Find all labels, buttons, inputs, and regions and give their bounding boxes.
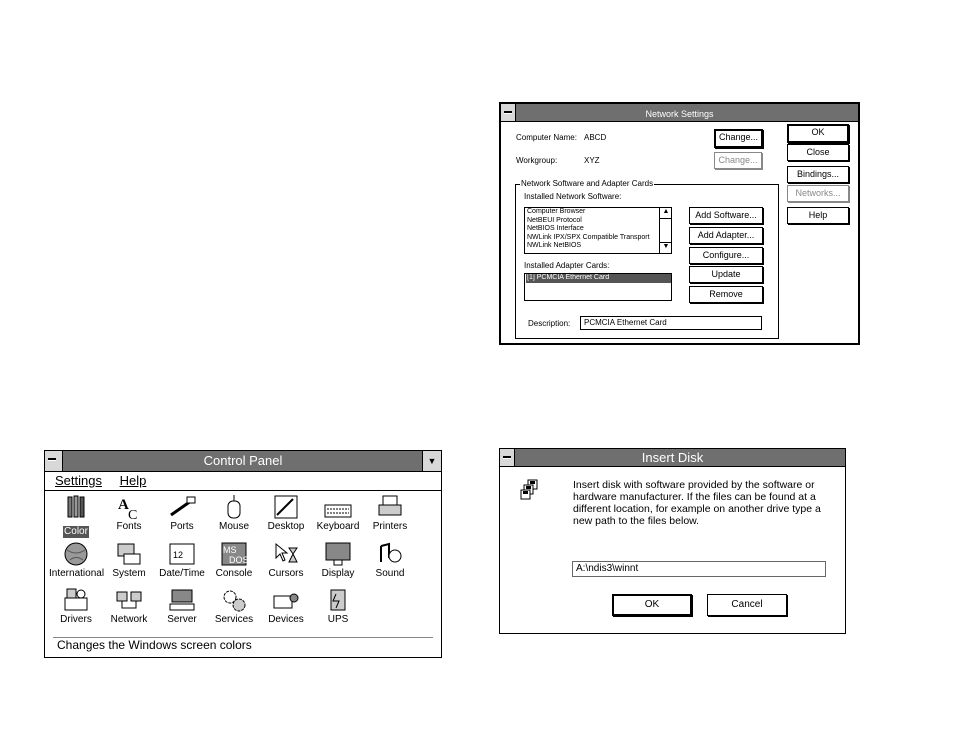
control-panel-item-label: Server — [167, 614, 197, 625]
control-panel-item-services[interactable] — [207, 586, 261, 626]
list-item[interactable]: [1] PCMCIA Ethernet Card — [526, 274, 671, 283]
system-menu-icon[interactable] — [501, 104, 516, 121]
control-panel-item-desktop[interactable] — [259, 493, 313, 533]
control-panel-item-international[interactable] — [49, 540, 103, 580]
description-label: Description: — [528, 319, 571, 328]
drivers-icon — [49, 586, 103, 614]
control-panel-item-label: Keyboard — [316, 521, 360, 532]
list-item[interactable]: NetBIOS Interface — [527, 225, 584, 232]
svg-text:A: A — [118, 497, 129, 513]
control-panel-item-system[interactable] — [102, 540, 156, 580]
change-workgroup-button[interactable]: Change... — [714, 152, 762, 169]
svg-text:12: 12 — [173, 550, 184, 560]
minimize-icon[interactable]: ▼ — [422, 451, 441, 471]
list-item[interactable]: NWLink NetBIOS — [527, 242, 582, 249]
list-item[interactable]: NWLink IPX/SPX Compatible Transport — [527, 233, 650, 241]
insert-disk-cancel-button[interactable]: Cancel — [707, 594, 787, 616]
bindings-button[interactable]: Bindings... — [787, 166, 849, 183]
control-panel-item-label: Console — [215, 568, 253, 579]
control-panel-item-label: Display — [321, 568, 355, 579]
installed-software-list[interactable] — [524, 207, 672, 254]
installed-adapters-label: Installed Adapter Cards: — [524, 261, 610, 270]
disk-path-input[interactable]: A:\ndis3\winnt — [572, 561, 826, 577]
software-scrollbar[interactable] — [659, 208, 671, 253]
control-panel-item-keyboard[interactable] — [311, 493, 365, 533]
control-panel-item-label: Desktop — [267, 521, 305, 532]
control-panel-item-label: Color — [64, 526, 88, 537]
services-icon — [207, 586, 261, 614]
description-field[interactable]: PCMCIA Ethernet Card — [580, 316, 762, 330]
control-panel-item-label: Cursors — [268, 568, 304, 579]
networks-button[interactable]: Networks... — [787, 185, 849, 202]
globe-icon — [49, 540, 103, 568]
control-panel-item-label: Date/Time — [159, 568, 205, 579]
menu-help[interactable]: Help — [119, 473, 147, 488]
control-panel-item-label: Sound — [375, 568, 405, 579]
control-panel-item-console[interactable] — [207, 540, 261, 580]
network-settings-title: Network Settings — [645, 109, 714, 119]
control-panel-item-label: Services — [214, 614, 254, 625]
control-panel-item-devices[interactable] — [259, 586, 313, 626]
control-panel-title: Control Panel — [203, 453, 283, 468]
system-menu-icon[interactable] — [45, 451, 63, 471]
ok-button[interactable]: OK — [787, 124, 849, 143]
control-panel-item-mouse[interactable] — [207, 493, 261, 533]
network-icon — [102, 586, 156, 614]
installed-adapters-list[interactable] — [524, 273, 672, 301]
printers-icon — [363, 493, 417, 521]
control-panel-status-bar: Changes the Windows screen colors — [53, 637, 433, 653]
insert-disk-title: Insert Disk — [641, 450, 704, 465]
workgroup-label: Workgroup: — [516, 156, 558, 165]
computer-name-value: ABCD — [584, 133, 607, 142]
control-panel-titlebar[interactable] — [45, 451, 441, 472]
control-panel-item-label: Devices — [268, 614, 304, 625]
insert-disk-ok-button[interactable]: OK — [612, 594, 692, 616]
menu-settings[interactable]: Settings — [55, 473, 102, 488]
network-software-group — [515, 179, 779, 339]
keyboard-icon — [311, 493, 365, 521]
svg-text:DOS: DOS — [229, 555, 249, 565]
control-panel-item-label: International — [49, 568, 105, 579]
color-icon — [49, 493, 103, 521]
desktop-icon — [259, 493, 313, 521]
mouse-icon — [207, 493, 261, 521]
control-panel-item-color[interactable] — [49, 493, 103, 539]
insert-disk-message: Insert disk with software provided by the software or hardware manufacturer. If the files can be found at a different location, for example on another drive type a new path to the files below. — [573, 479, 821, 527]
list-item[interactable]: NetBEUI Protocol — [527, 216, 582, 224]
control-panel-item-label: Drivers — [60, 614, 92, 625]
control-panel-item-network[interactable] — [102, 586, 156, 626]
control-panel-window — [44, 450, 442, 658]
control-panel-item-label: Network — [110, 614, 148, 625]
network-settings-titlebar[interactable] — [501, 104, 858, 122]
devices-icon — [259, 586, 313, 614]
fonts-icon — [102, 493, 156, 521]
svg-text:MS: MS — [223, 545, 237, 555]
change-computer-name-button[interactable]: Change... — [714, 129, 763, 148]
network-software-group-label: Network Software and Adapter Cards — [521, 179, 654, 188]
console-icon — [207, 540, 261, 568]
scroll-up-icon[interactable]: ▲ — [660, 208, 671, 219]
system-icon — [102, 540, 156, 568]
list-item[interactable]: Computer Browser — [527, 208, 586, 215]
configure-button[interactable]: Configure... — [689, 247, 763, 264]
control-panel-item-label: Printers — [372, 521, 408, 532]
sound-icon — [363, 540, 417, 568]
installed-software-label: Installed Network Software: — [524, 192, 622, 201]
control-panel-item-server[interactable] — [155, 586, 209, 626]
control-panel-item-label: Ports — [170, 521, 194, 532]
control-panel-item-printers[interactable] — [363, 493, 417, 533]
insert-disk-titlebar[interactable] — [500, 449, 845, 467]
remove-button[interactable]: Remove — [689, 286, 763, 303]
server-icon — [155, 586, 209, 614]
computer-name-label: Computer Name: — [516, 133, 577, 142]
add-software-button[interactable]: Add Software... — [689, 207, 763, 224]
insert-disk-dialog — [499, 448, 846, 634]
workgroup-value: XYZ — [584, 156, 600, 165]
update-button[interactable]: Update — [689, 266, 763, 283]
control-panel-item-label: Fonts — [116, 521, 142, 532]
control-panel-item-ups[interactable] — [311, 586, 365, 626]
system-menu-icon[interactable] — [500, 449, 515, 466]
close-button[interactable]: Close — [787, 144, 849, 161]
control-panel-item-label: Mouse — [218, 521, 249, 532]
cursors-icon — [259, 540, 313, 568]
control-panel-menubar — [45, 472, 441, 491]
calendar-icon — [155, 540, 209, 568]
control-panel-item-cursors[interactable] — [259, 540, 313, 580]
svg-text:C: C — [128, 508, 138, 521]
disk-icon — [520, 479, 542, 501]
control-panel-item-fonts[interactable] — [102, 493, 156, 533]
control-panel-item-sound[interactable] — [363, 540, 417, 580]
add-adapter-button[interactable]: Add Adapter... — [689, 227, 763, 244]
help-button[interactable]: Help — [787, 207, 849, 224]
control-panel-item-label: UPS — [327, 614, 349, 625]
control-panel-item-drivers[interactable] — [49, 586, 103, 626]
control-panel-item-label: System — [112, 568, 146, 579]
control-panel-item-display[interactable] — [311, 540, 365, 580]
display-icon — [311, 540, 365, 568]
ports-icon — [155, 493, 209, 521]
control-panel-item-date-time[interactable] — [155, 540, 209, 580]
scroll-down-icon[interactable]: ▼ — [660, 242, 671, 253]
network-settings-dialog — [499, 102, 860, 345]
control-panel-item-ports[interactable] — [155, 493, 209, 533]
ups-icon — [311, 586, 365, 614]
